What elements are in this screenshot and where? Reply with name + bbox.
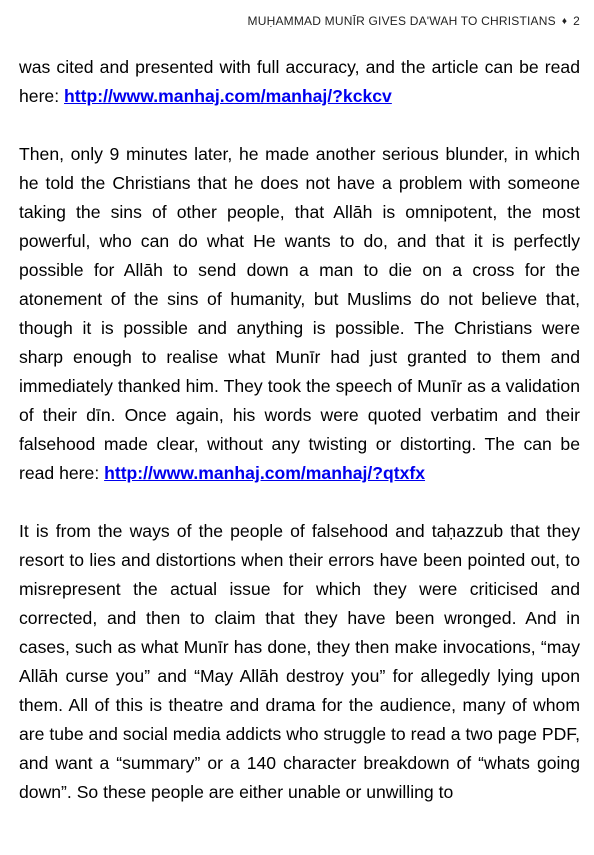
diamond-separator-icon: ♦	[561, 16, 568, 27]
page-number: 2	[573, 14, 580, 28]
paragraph-2	[19, 140, 580, 488]
paragraph-1-text: was cited and presented with full accuracy, and the article can be read here:	[19, 57, 580, 106]
paragraph-spacer	[19, 488, 580, 517]
running-header	[248, 14, 580, 28]
article-link-qtxfx[interactable]: http://www.manhaj.com/manhaj/?qtxfx	[104, 463, 426, 483]
running-title: MUḤAMMAD MUNĪR GIVES DA'WAH TO CHRISTIANS	[247, 14, 556, 28]
paragraph-1	[19, 53, 580, 111]
paragraph-spacer	[19, 111, 580, 140]
article-link-kckcv[interactable]: http://www.manhaj.com/manhaj/?kckcv	[64, 86, 392, 106]
paragraph-2-text: Then, only 9 minutes later, he made another serious blunder, in which he told the Christians that he does not have a problem with someone taking the sins of other people, that Allāh is omnipotent, the most powerful, who can do what He wants to do, and that it is perfectly possible for Allāh to send down a man to die on a cross for the atonement of the sins of humanity, but Muslims do not believe that, though it is possible and anything is possible. The Christians were sharp enough to realise what Munīr had just granted to them and immediately thanked him. They took the speech of Munīr as a validation of their dīn. Once again, his words were quoted verbatim and their falsehood made clear, without any twisting or distorting. The can be read here:	[19, 144, 580, 483]
paragraph-3-text: It is from the ways of the people of falsehood and taḥazzub that they resort to lies and distortions when their errors have been pointed out, to misrepresent the actual issue for which they were criticised and corrected, and then to claim that they have been wronged. And in cases, such as what Munīr has done, they then make invocations, “may Allāh curse you” and “May Allāh destroy you” for allegedly lying upon them. All of this is theatre and drama for the audience, many of whom are tube and social media addicts who struggle to read a two page PDF, and want a “summary” or a 140 character breakdown of “whats going down”. So these people are either unable or unwilling to	[19, 521, 580, 802]
document-body	[19, 53, 580, 807]
paragraph-3	[19, 517, 580, 807]
